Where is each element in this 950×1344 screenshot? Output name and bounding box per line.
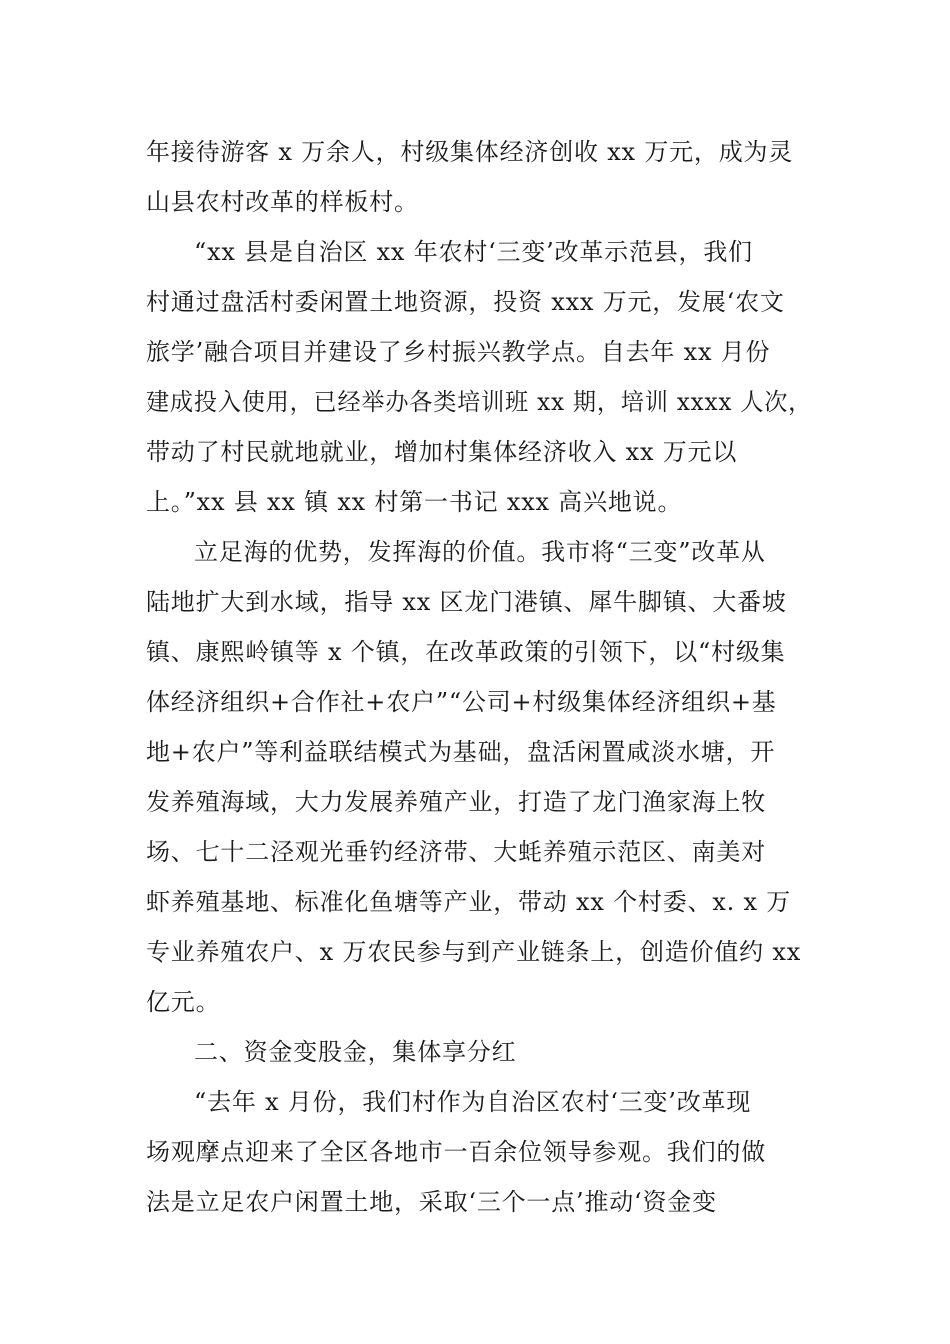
- text-line: 村通过盘活村委闲置土地资源，投资 xxx 万元，发展‘农文: [146, 288, 785, 316]
- text-line: 年接待游客 x 万余人，村级集体经济创收 xx 万元，成为灵: [146, 138, 794, 166]
- text-line: 山县农村改革的样板村。: [146, 188, 419, 216]
- section-heading: 二、资金变股金，集体享分红: [194, 1038, 517, 1066]
- text-line: “xx 县是自治区 xx 年农村‘三变’改革示范县，我们: [194, 238, 753, 266]
- text-line: 亿元。: [146, 988, 221, 1016]
- text-line: 专业养殖农户、x 万农民参与到产业链条上，创造价值约 xx: [146, 938, 802, 966]
- text-line: 建成投入使用，已经举办各类培训班 xx 期，培训 xxxx 人次，: [146, 388, 813, 416]
- text-line: 镇、康熙岭镇等 x 个镇，在改革政策的引领下，以“村级集: [146, 638, 786, 666]
- text-line: 场观摩点迎来了全区各地市一百余位领导参观。我们的做: [146, 1138, 766, 1166]
- text-line: 上。”xx 县 xx 镇 xx 村第一书记 xxx 高兴地说。: [146, 488, 683, 516]
- text-line: 虾养殖基地、标准化鱼塘等产业，带动 xx 个村委、x. x 万: [146, 888, 792, 916]
- text-line: 场、七十二泾观光垂钓经济带、大蚝养殖示范区、南美对: [146, 838, 766, 866]
- text-line: 陆地扩大到水域，指导 xx 区龙门港镇、犀牛脚镇、大番坡: [146, 588, 787, 616]
- text-line: 地+农户”等利益联结模式为基础，盘活闲置咸淡水塘，开: [146, 738, 776, 766]
- text-line: 旅学’融合项目并建设了乡村振兴教学点。自去年 xx 月份: [146, 338, 771, 366]
- text-line: 发养殖海域，大力发展养殖产业，打造了龙门渔家海上牧: [146, 788, 766, 816]
- text-line: 立足海的优势，发挥海的价值。我市将“三变”改革从: [194, 538, 766, 566]
- text-line: 体经济组织+合作社+农户”“公司+村级集体经济组织+基: [146, 688, 777, 716]
- text-line: 带动了村民就地就业，增加村集体经济收入 xx 万元以: [146, 438, 738, 466]
- text-line: “去年 x 月份，我们村作为自治区农村‘三变’改革现: [194, 1088, 752, 1116]
- text-line: 法是立足农户闲置土地，采取‘三个一点’推动‘资金变: [146, 1188, 717, 1216]
